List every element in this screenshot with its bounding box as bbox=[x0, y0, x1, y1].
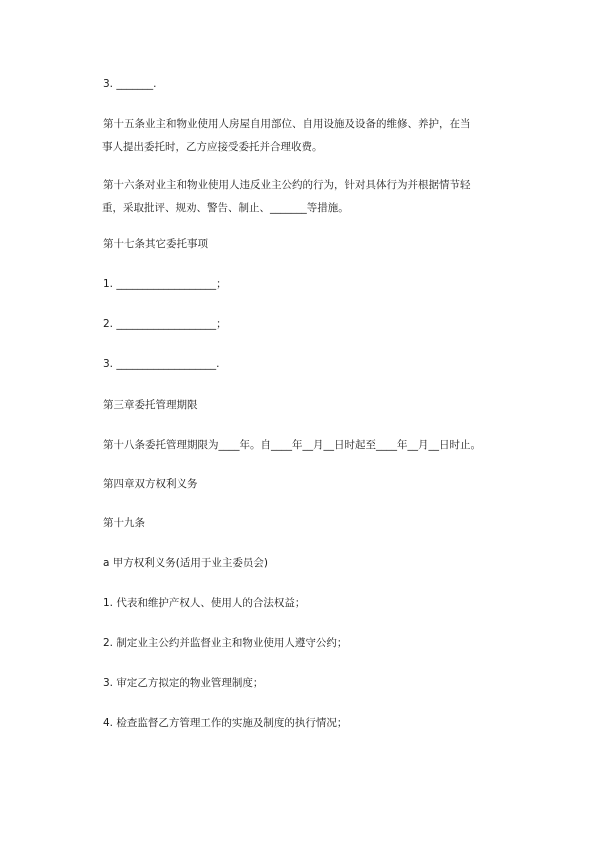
article-16-paragraph bbox=[103, 174, 543, 220]
chapter-4-heading: 第四章双方权利义务 bbox=[103, 478, 198, 490]
chapter-3-heading: 第三章委托管理期限 bbox=[103, 399, 198, 411]
article-19-heading: 第十九条 bbox=[103, 517, 145, 529]
article-15-line-2: 事人提出委托时，乙方应接受委托并合理收费。 bbox=[102, 141, 323, 153]
article-15-paragraph bbox=[103, 113, 543, 159]
article-18-paragraph: 第十八条委托管理期限为____年。自____年__月__日时起至____年__月__日时止。 bbox=[103, 439, 481, 451]
article-17-heading: 第十七条其它委托事项 bbox=[103, 238, 208, 250]
party-a-item-4: 4. 检查监督乙方管理工作的实施及制度的执行情况； bbox=[103, 717, 348, 729]
article-16-line-2: 重，采取批评、规劝、警告、制止、_______等措施。 bbox=[102, 202, 349, 214]
party-a-item-2: 2. 制定业主公约并监督业主和物业使用人遵守公约； bbox=[103, 637, 348, 649]
party-a-item-3: 3. 审定乙方拟定的物业管理制度； bbox=[103, 677, 264, 689]
party-a-rights-heading: a 甲方权利义务(适用于业主委员会) bbox=[103, 557, 268, 569]
party-a-item-1: 1. 代表和维护产权人、使用人的合法权益； bbox=[103, 597, 306, 609]
list-item-3-blank: 3. _______. bbox=[103, 78, 157, 90]
article-15-line-1: 第十五条业主和物业使用人房屋自用部位、自用设施及设备的维修、养护，在当 bbox=[103, 118, 471, 130]
article-17-item-1: 1. ___________________； bbox=[103, 278, 227, 290]
article-16-line-1: 第十六条对业主和物业使用人违反业主公约的行为，针对具体行为并根据情节轻 bbox=[103, 179, 471, 191]
article-17-item-2: 2. ___________________； bbox=[103, 318, 227, 330]
article-17-item-3: 3. ___________________. bbox=[103, 358, 220, 370]
